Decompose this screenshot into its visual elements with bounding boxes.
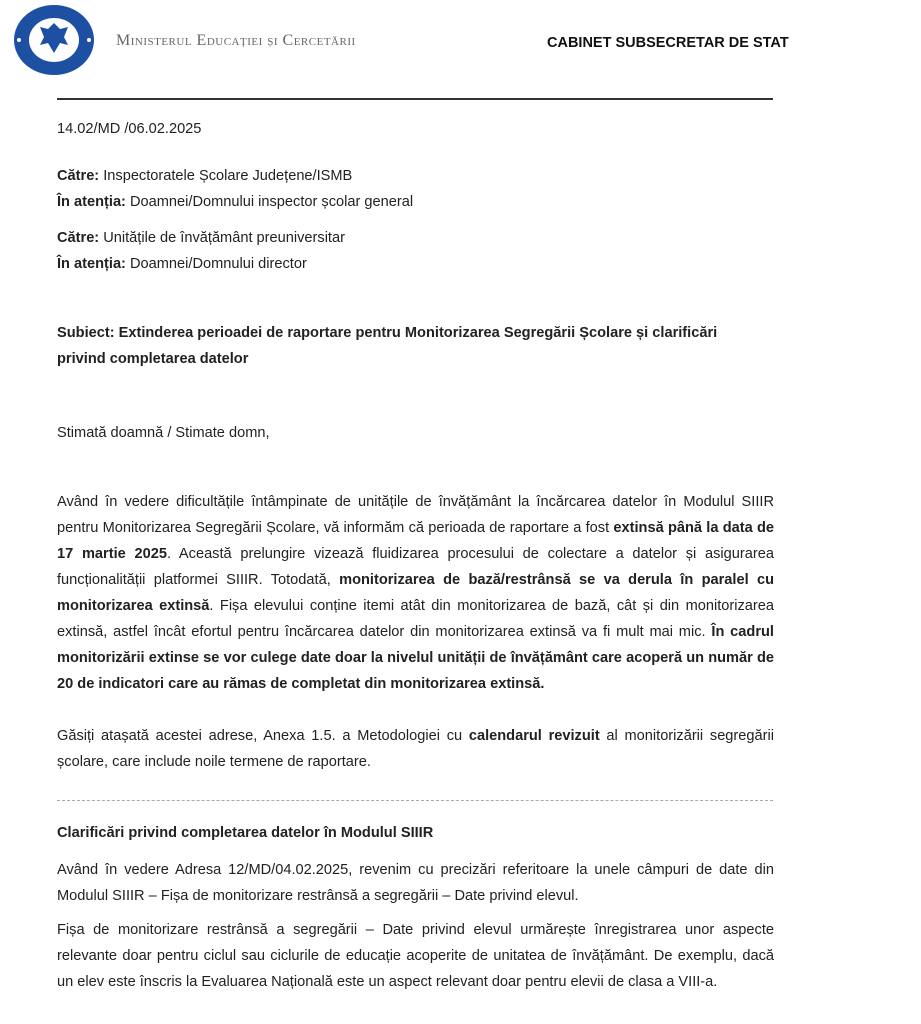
- paragraph-annex: Găsiți atașată acestei adrese, Anexa 1.5. a Metodologiei cu calendarul revizuit al monitorizării segregării școlare, care include noile termene de raportare.: [57, 728, 774, 770]
- recipient-block-1: [57, 163, 774, 215]
- label: Către:: [57, 230, 100, 246]
- reference-number: 14.02/MD /06.02.2025: [57, 121, 202, 137]
- label: Către:: [57, 168, 100, 184]
- paragraph-student-sheet: Fișa de monitorizare restrânsă a segregării – Date privind elevul urmărește înregistrarea unor aspecte relevante doar pentru ciclul sau ciclurile de educație acoperite de unitatea de învățământ. De exemplu, dacă un elev este înscris la Evaluarea Națională este un aspect relevant doar pentru elevii de clasa a VIII-a.: [57, 922, 774, 990]
- recipient: Inspectoratele Școlare Județene/ISMB: [103, 168, 353, 184]
- label: În atenția:: [57, 256, 126, 272]
- recipient: Unitățile de învățământ preuniversitar: [103, 230, 345, 246]
- greeting: Stimată doamnă / Stimate domn,: [57, 425, 270, 441]
- section-divider: [57, 800, 773, 801]
- section-title: Clarificări privind completarea datelor în Modulul SIIIR: [57, 825, 434, 841]
- paragraph-extension: Având în vedere dificultățile întâmpinate de unitățile de învățământ la încărcarea datelor în Modulul SIIIR pentru Monitorizarea Segregării Școlare, vă informăm că perioada de raportare a fost extinsă până la data de 17 martie 2025. Această prelungire vizează fluidizarea procesului de colectare a datelor și asigurarea funcționalității platformei SIIIR. Totodată, monitorizarea de bază/restrânsă se va derula în paralel cu monitorizarea extinsă. Fișa elevului conține itemi atât din monitorizarea de bază, cât și din monitorizarea extinsă, astfel încât efortul pentru încărcarea datelor din monitorizarea extinsă va fi mult mai mic. În cadrul monitorizării extinse se vor culege date doar la nivelul unității de învățământ care acoperă un număr de 20 de indicatori care au rămas de completat din monitorizarea extinsă.: [57, 494, 775, 692]
- ministry-name: Ministerul Educației și Cercetării: [116, 32, 356, 49]
- government-seal-logo: [11, 3, 97, 77]
- recipient-block-2: [57, 225, 774, 277]
- paragraph-clarification: Având în vedere Adresa 12/MD/04.02.2025, revenim cu precizări referitoare la unele câmpuri de date din Modulul SIIIR – Fișa de monitorizare restrânsă a segregării – Date privind elevul.: [57, 862, 774, 904]
- header-divider: [57, 98, 773, 100]
- attention: Doamnei/Domnului director: [129, 256, 307, 272]
- subject: Subiect: Extinderea perioadei de raportare pentru Monitorizarea Segregării Școlare și clarificări privind completarea datelor: [57, 325, 718, 367]
- cabinet-title: CABINET SUBSECRETAR DE STAT: [547, 35, 789, 51]
- label: În atenția:: [57, 194, 126, 210]
- attention: Doamnei/Domnului inspector școlar general: [129, 194, 414, 210]
